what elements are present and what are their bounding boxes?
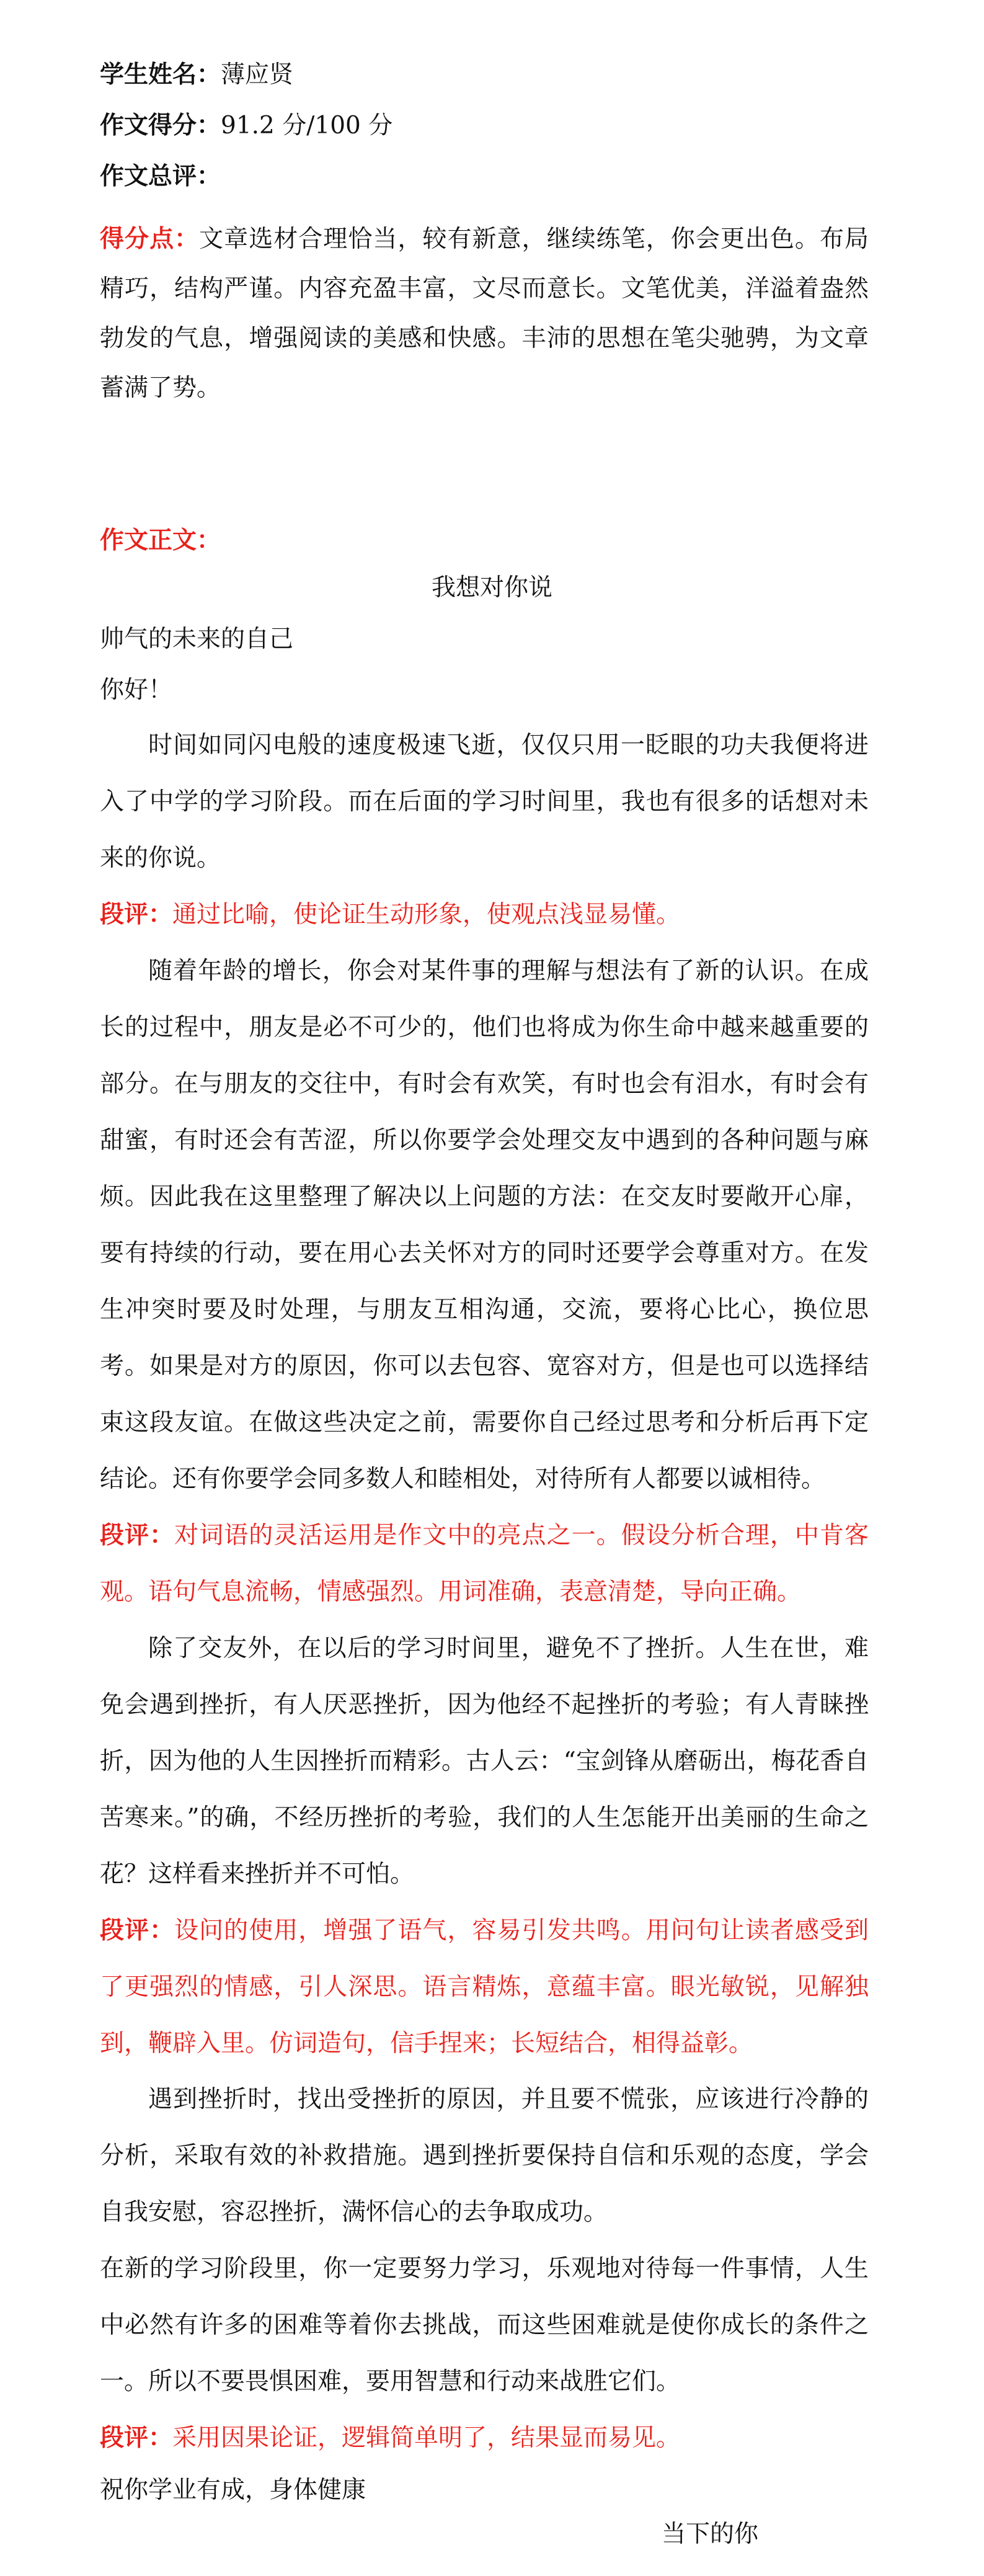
- salutation: 帅气的未来的自己: [100, 625, 294, 653]
- comment-3-label: 段评：: [100, 1916, 175, 1945]
- essay-section-label: 作文正文：: [100, 526, 221, 555]
- comment-3-text: 设问的使用，增强了语气，容易引发共鸣。用问句让读者感受到了更强烈的情感，引人深思。语言精炼，意蕴丰富。眼光敏锐，见解独到，鞭辟入里。仿词造句，信手捏来；长短结合，相得益彰。: [100, 1917, 869, 2057]
- greeting: 你好！: [100, 676, 173, 704]
- score-label: 作文得分：: [100, 111, 221, 140]
- comment-2-label: 段评：: [100, 1521, 175, 1549]
- paragraph-2: 随着年龄的增长，你会对某件事的理解与想法有了新的认识。在成长的过程中，朋友是必不可少的，他们也将成为你生命中越来越重要的部分。在与朋友的交往中，有时会有欢笑，有时也会有泪水，有时会有甜蜜，有时还会有苦涩，所以你要学会处理交友中遇到的各种问题与麻烦。因此我在这里整理了解决以上问题的方法：在交友时要敞开心扉，要有持续的行动，要在用心去关怀对方的同时还要学会尊重对方。在发生冲突时要及时处理，与朋友互相沟通，交流，要将心比心，换位思考。如果是对方的原因，你可以去包容、宽容对方，但是也可以选择结束这段友谊。在做这些决定之前，需要你自己经过思考和分析后再下定结论。还有你要学会同多数人和睦相处，对待所有人都要以诚相待。: [100, 957, 869, 1493]
- score-row: [100, 109, 392, 142]
- student-name-value: 薄应贤: [221, 61, 294, 89]
- paragraph-3: 除了交友外，在以后的学习时间里，避免不了挫折。人生在世，难免会遇到挫折，有人厌恶挫折，因为他经不起挫折的考验；有人青睐挫折，因为他的人生因挫折而精彩。古人云：“宝剑锋从磨砺出，梅花香自苦寒来。”的确，不经历挫折的考验，我们的人生怎能开出美丽的生命之花？这样看来挫折并不可怕。: [100, 1634, 869, 1888]
- overall-review-label: 作文总评：: [100, 162, 221, 190]
- comment-1: [100, 886, 869, 943]
- comment-1-text: 通过比喻，使论证生动形象，使观点浅显易懂。: [172, 901, 681, 929]
- paragraph-5: 在新的学习阶段里，你一定要努力学习，乐观地对待每一件事情，人生中必然有许多的困难等着你去挑战，而这些困难就是使你成长的条件之一。所以不要畏惧困难，要用智慧和行动来战胜它们。: [100, 2255, 869, 2396]
- score-value: 91.2 分/100 分: [221, 112, 393, 140]
- summary-paragraph: [100, 214, 869, 413]
- essay-title: 我想对你说: [431, 574, 552, 602]
- signature: 当下的你: [662, 2520, 759, 2548]
- comment-4: [100, 2410, 869, 2466]
- summary-label: 得分点：: [100, 225, 200, 253]
- student-name-label: 学生姓名：: [100, 60, 221, 89]
- comment-3: [100, 1902, 869, 2072]
- comment-1-label: 段评：: [100, 900, 173, 929]
- student-name-row: [100, 58, 293, 91]
- comment-4-label: 段评：: [100, 2423, 173, 2452]
- comment-2-text: 对词语的灵活运用是作文中的亮点之一。假设分析合理，中肯客观。语句气息流畅，情感强烈。用词准确，表意清楚，导向正确。: [100, 1522, 869, 1606]
- comment-4-text: 采用因果论证，逻辑简单明了，结果显而易见。: [172, 2424, 681, 2452]
- summary-text: 文章选材合理恰当，较有新意，继续练笔，你会更出色。布局精巧，结构严谨。内容充盈丰富，文尽而意长。文笔优美，洋溢着盎然勃发的气息，增强阅读的美感和快感。丰沛的思想在笔尖驰骋，为文章蓄满了势。: [100, 225, 869, 402]
- paragraph-4: 遇到挫折时，找出受挫折的原因，并且要不慌张，应该进行冷静的分析，采取有效的补救措施。遇到挫折要保持自信和乐观的态度，学会自我安慰，容忍挫折，满怀信心的去争取成功。: [100, 2085, 869, 2226]
- comment-2: [100, 1507, 869, 1620]
- overall-review-row: [100, 160, 221, 192]
- closing-wish: 祝你学业有成，身体健康: [100, 2476, 366, 2504]
- paragraph-1: 时间如同闪电般的速度极速飞逝，仅仅只用一眨眼的功夫我便将进入了中学的学习阶段。而在后面的学习时间里，我也有很多的话想对未来的你说。: [100, 731, 869, 872]
